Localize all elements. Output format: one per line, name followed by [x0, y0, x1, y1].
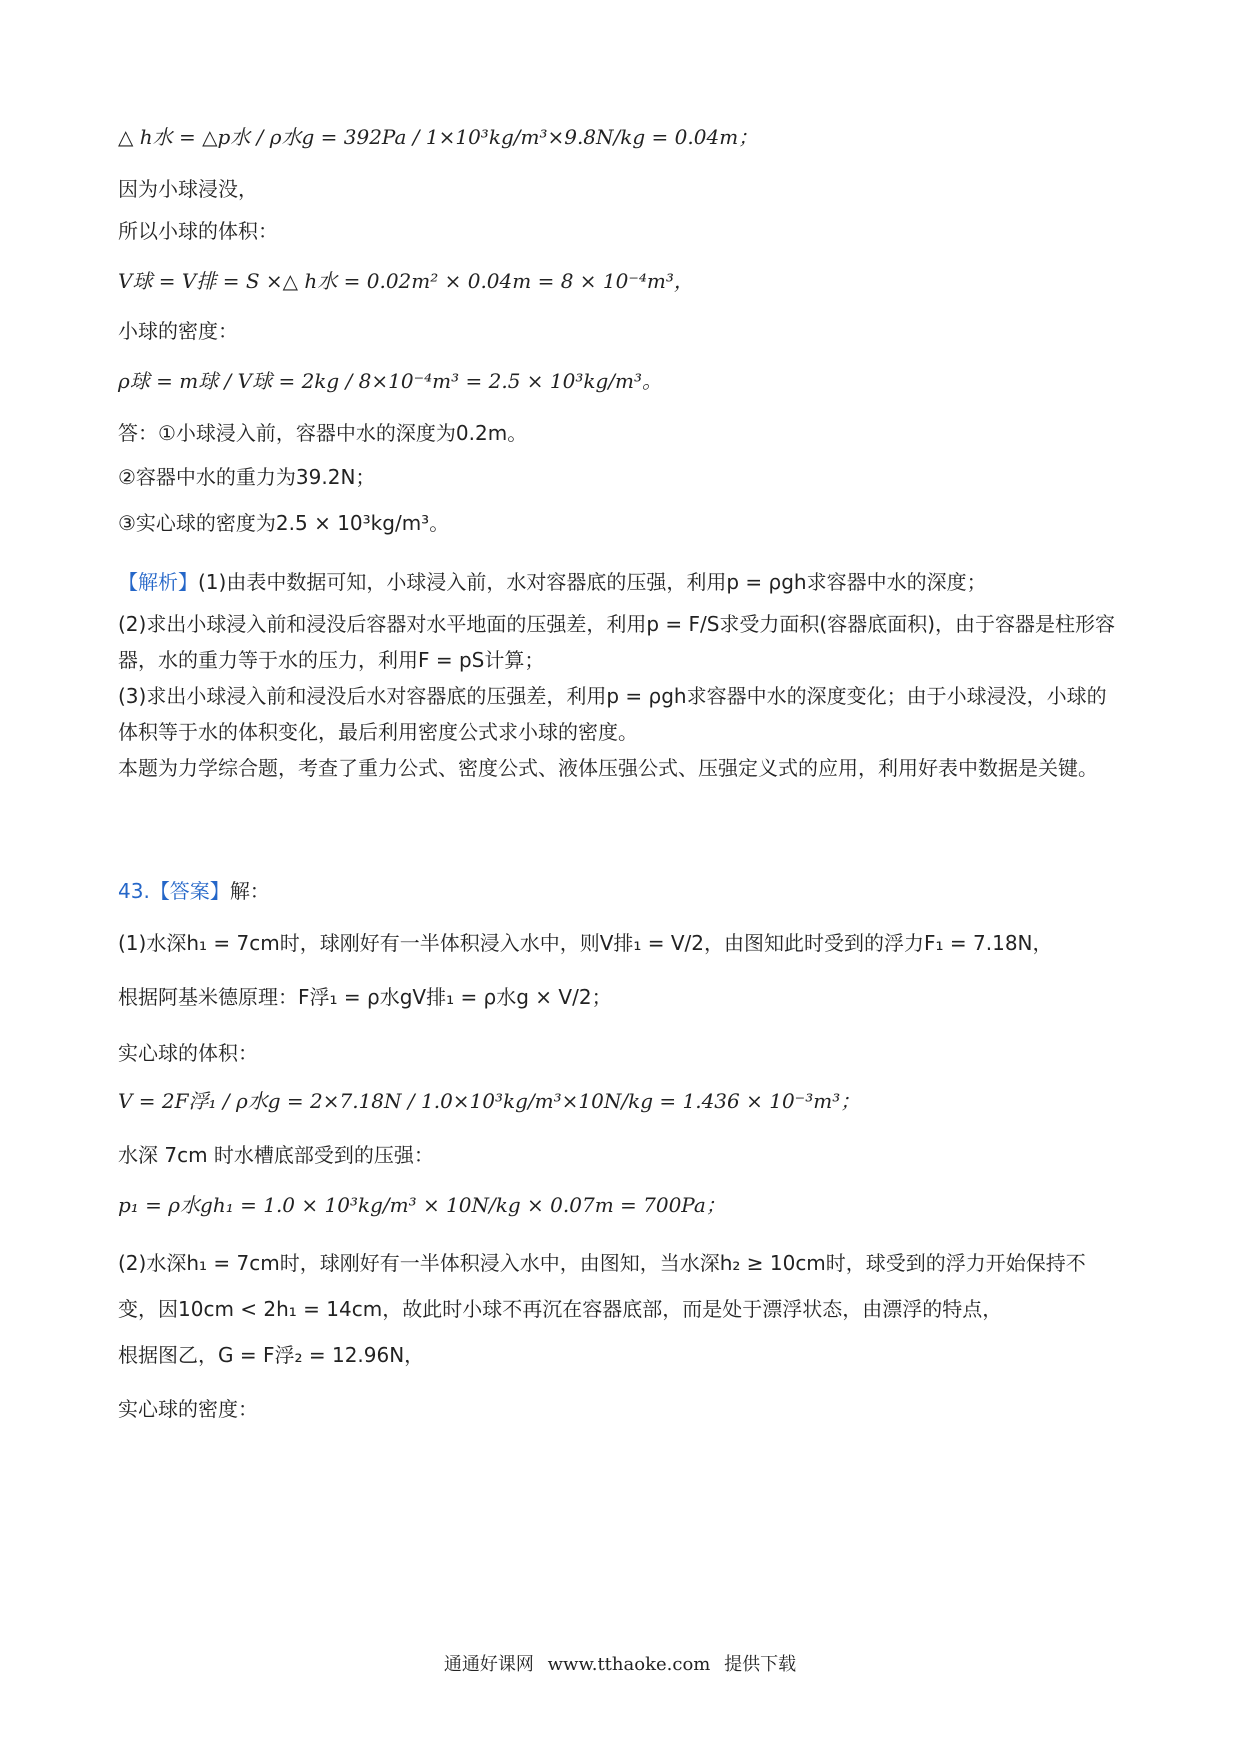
q43-p2: (2)水深h₁ = 7cm时，球刚好有一半体积浸入水中，由图知，当水深h₂ ≥ 10cm时，球受到的浮力开始保持不变，因10cm < 2h₁ = 14cm，故此时小球不再沉在容器底部，而是处于漂浮状态，由漂浮的特点， — [118, 1251, 1086, 1321]
analysis-p1: 【解析】(1)由表中数据可知，小球浸入前，水对容器底的压强，利用p = ρgh求容器中水的深度； — [118, 570, 987, 594]
formula-density: ρ球 = m球 / V球 = 2kg / 8×10⁻⁴m³ = 2.5 × 10³kg/m³。 — [118, 369, 663, 393]
analysis-p3: (3)求出小球浸入前和浸没后水对容器底的压强差，利用p = ρgh求容器中水的深度变化；由于小球浸没，小球的体积等于水的体积变化，最后利用密度公式求小球的密度。 — [118, 684, 1107, 744]
formula-volume: V球 = V排 = S ×△ h水 = 0.02m² × 0.04m = 8 × 10⁻⁴m³， — [118, 269, 694, 293]
q43-line-3: 实心球的体积： — [118, 1041, 258, 1065]
text-line: 小球的密度： — [118, 319, 238, 343]
text-line: 所以小球的体积： — [118, 219, 278, 243]
footer-url[interactable]: www.tthaoke.com — [547, 1654, 711, 1675]
analysis-p2: (2)求出小球浸入前和浸没后容器对水平地面的压强差，利用p = F/S求受力面积(容器底面积)，由于容器是柱形容器，水的重力等于水的压力，利用F = pS计算； — [118, 612, 1116, 672]
q43-line-1: (1)水深h₁ = 7cm时，球刚好有一半体积浸入水中，则V排₁ = V/2，由图知此时受到的浮力F₁ = 7.18N， — [118, 931, 1053, 955]
footer — [0, 1650, 1240, 1676]
footer-download-text: 提供下载 — [724, 1654, 797, 1675]
q43-line-2: 根据阿基米德原理：F浮₁ = ρ水gV排₁ = ρ水g × V/2； — [118, 985, 612, 1009]
q43-formula-pressure: p₁ = ρ水gh₁ = 1.0 × 10³kg/m³ × 10N/kg × 0.07m = 700Pa； — [118, 1193, 726, 1217]
footer-site-name: 通通好课网 — [443, 1654, 534, 1675]
q43-p4: 实心球的密度： — [118, 1397, 258, 1421]
answer-line-3: ③实心球的密度为2.5 × 10³kg/m³。 — [118, 511, 450, 535]
answer-line-2: ②容器中水的重力为39.2N； — [118, 465, 376, 489]
formula-delta-h: △ h水 = △p水 / ρ水g = 392Pa / 1×10³kg/m³×9.8N/kg = 0.04m； — [118, 125, 759, 149]
answer-line-1: 答：①小球浸入前，容器中水的深度为0.2m。 — [118, 421, 528, 445]
analysis-label: 【解析】 — [118, 570, 198, 594]
q43-line-5: 水深 7cm 时水槽底部受到的压强： — [118, 1143, 434, 1167]
analysis-p4: 本题为力学综合题，考查了重力公式、密度公式、液体压强公式、压强定义式的应用，利用好表中数据是关键。 — [118, 756, 1098, 780]
question-43-header: 43.【答案】解： — [118, 879, 270, 903]
q43-formula-volume: V = 2F浮₁ / ρ水g = 2×7.18N / 1.0×10³kg/m³×10N/kg = 1.436 × 10⁻³m³； — [118, 1089, 861, 1113]
question-number: 43. — [118, 879, 150, 903]
text-line: 因为小球浸没， — [118, 177, 258, 201]
analysis-block — [118, 564, 1118, 786]
answer-label: 【答案】 — [149, 879, 230, 903]
q43-p3: 根据图乙，G = F浮₂ = 12.96N， — [118, 1343, 425, 1367]
